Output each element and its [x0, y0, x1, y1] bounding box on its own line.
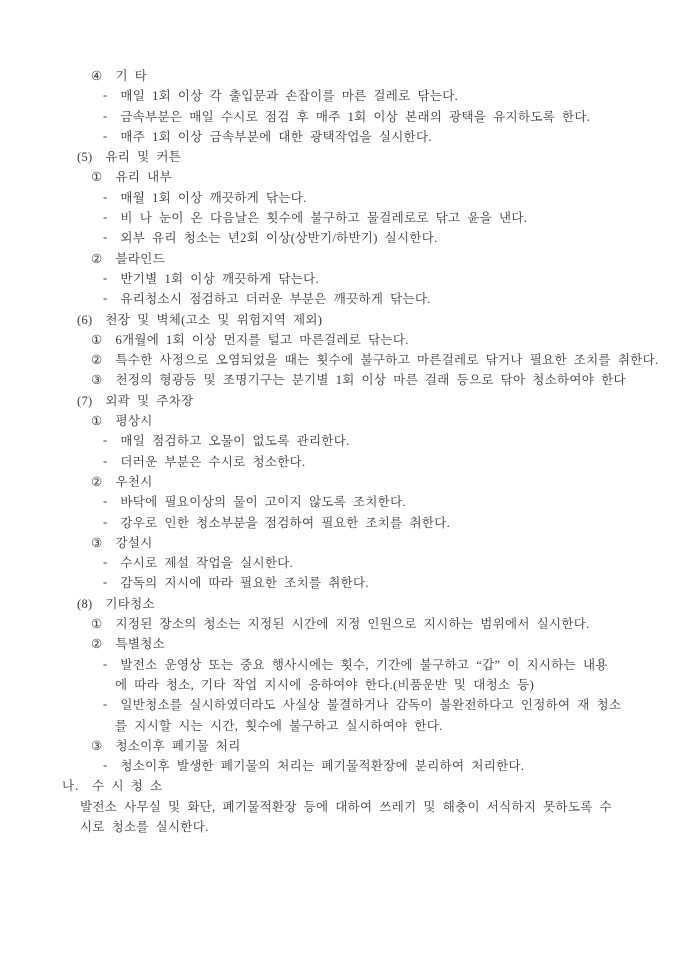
document-line	[0, 147, 680, 167]
line-marker: -	[103, 555, 108, 570]
line-text: 발전소 운영상 또는 중요 행사시에는 횟수, 기간에 불구하고 “갑” 이 지시하는 내용	[120, 657, 608, 672]
line-marker: (7)	[77, 393, 93, 408]
line-marker: ②	[91, 637, 103, 652]
document-line	[0, 310, 680, 330]
line-text: 유리 내부	[115, 170, 172, 185]
line-text: 매일 점검하고 오물이 없도록 관리한다.	[120, 434, 350, 449]
document-line	[0, 208, 680, 228]
line-text: 발전소 사무실 및 화단, 폐기물적환장 등에 대하여 쓰레기 및 해충이 서식하지 못하도록 수	[79, 799, 612, 814]
line-text: 외곽 및 주차장	[105, 393, 194, 408]
line-text: 감독의 지시에 따라 필요한 조치를 취한다.	[120, 576, 369, 591]
line-text: 수 시 청 소	[92, 779, 163, 794]
line-marker: 나.	[62, 779, 80, 794]
document-line	[0, 614, 680, 634]
line-text: 강우로 인한 청소부분을 점검하여 필요한 조치를 취한다.	[120, 515, 451, 530]
line-marker: -	[103, 128, 108, 143]
line-text: 천정의 형광등 및 조명기구는 분기별 1회 이상 마른 걸래 등으로 닦아 청소하여야 한다	[115, 373, 626, 388]
line-marker: ①	[91, 414, 103, 429]
line-text: 수시로 제설 작업을 실시한다.	[120, 556, 294, 571]
line-text: 특수한 사정으로 오염되었을 때는 횟수에 불구하고 마른걸레로 닦거나 필요한 조치를 취한다.	[115, 353, 659, 368]
document-line	[0, 452, 680, 472]
document-line	[0, 594, 680, 614]
line-marker: (8)	[77, 596, 93, 611]
document-line	[0, 716, 680, 736]
line-marker: ②	[91, 353, 103, 368]
line-marker: -	[103, 210, 108, 225]
line-text: 유리청소시 점검하고 더러운 부분은 깨끗하게 닦는다.	[120, 292, 431, 307]
line-text: 매일 1회 이상 각 출입문과 손잡이를 마른 걸레로 닦는다.	[120, 89, 459, 104]
document-line	[0, 66, 680, 86]
document-line	[0, 533, 680, 553]
document-line	[0, 249, 680, 269]
line-marker: -	[103, 291, 108, 306]
line-marker: -	[103, 108, 108, 123]
document-line	[0, 736, 680, 756]
line-marker: -	[103, 433, 108, 448]
line-marker: -	[103, 758, 108, 773]
line-marker: ③	[91, 738, 103, 753]
document-line	[0, 797, 680, 817]
document-line	[0, 370, 680, 390]
line-marker: (5)	[77, 150, 93, 165]
line-marker: -	[103, 575, 108, 590]
line-marker: (6)	[77, 312, 93, 327]
line-text: 특별청소	[115, 637, 165, 652]
line-text: 시로 청소를 실시한다.	[79, 819, 209, 834]
line-marker: -	[103, 494, 108, 509]
document-line	[0, 127, 680, 147]
document-line	[0, 553, 680, 573]
line-marker: -	[103, 270, 108, 285]
document-line	[0, 107, 680, 127]
line-text: 를 지시할 시는 시간, 횟수에 불구하고 실시하여야 한다.	[114, 718, 443, 733]
line-marker: ③	[91, 373, 103, 388]
line-text: 매월 1회 이상 깨끗하게 닦는다.	[120, 190, 307, 205]
line-marker: ②	[91, 251, 103, 266]
line-marker: ①	[91, 617, 103, 632]
line-marker: ②	[91, 474, 103, 489]
line-text: 우천시	[115, 474, 153, 489]
document-line	[0, 472, 680, 492]
line-marker: ④	[91, 69, 103, 83]
document-line	[0, 431, 680, 451]
line-text: 외부 유리 청소는 년2회 이상(상반기/하반기) 실시한다.	[120, 231, 438, 246]
document-line	[0, 513, 680, 533]
document-line	[0, 756, 680, 776]
document-line	[0, 655, 680, 675]
document-line	[0, 634, 680, 654]
document-line	[0, 675, 680, 695]
line-text: 일반청소를 실시하였더라도 사실상 불결하거나 감독이 불완전하다고 인정하여 재 청소	[120, 698, 622, 713]
line-text: 기타청소	[105, 596, 155, 611]
document-line	[0, 86, 680, 106]
line-text: 6개월에 1회 이상 먼지를 털고 마른걸레로 닦는다.	[115, 332, 409, 347]
line-text: 천장 및 벽체(고소 및 위험지역 제외)	[105, 312, 323, 327]
document-line	[0, 228, 680, 248]
line-marker: -	[103, 697, 108, 712]
line-text: 더러운 부분은 수시로 청소한다.	[120, 454, 306, 469]
line-text: 비 나 눈이 온 다음날은 횟수에 불구하고 물걸레로로 닦고 윤을 낸다.	[120, 211, 528, 226]
line-text: 청소이후 폐기물 처리	[115, 738, 241, 753]
line-marker: ③	[91, 535, 103, 550]
line-text: 강설시	[115, 535, 153, 550]
document-line	[0, 269, 680, 289]
line-marker: -	[103, 656, 108, 671]
line-marker: ①	[91, 170, 103, 185]
document-line	[0, 776, 680, 796]
line-text: 기 타	[115, 69, 148, 83]
line-text: 지정된 장소의 청소는 지정된 시간에 지정 인원으로 지시하는 범위에서 실시한다.	[115, 617, 590, 632]
document-line	[0, 188, 680, 208]
document-line	[0, 573, 680, 593]
line-text: 반기별 1회 이상 깨끗하게 닦는다.	[120, 271, 319, 286]
line-marker: -	[103, 514, 108, 529]
document-line	[0, 817, 680, 837]
line-text: 청소이후 발생한 폐기물의 처리는 폐기물적환장에 분리하여 처리한다.	[120, 759, 525, 774]
document-line	[0, 492, 680, 512]
document-line	[0, 350, 680, 370]
document-line	[0, 289, 680, 309]
document-line	[0, 695, 680, 715]
document-line	[0, 411, 680, 431]
line-text: 블라인드	[115, 251, 165, 266]
line-text: 매주 1회 이상 금속부분에 대한 광택작업을 실시한다.	[120, 129, 432, 144]
line-text: 유리 및 커튼	[105, 150, 182, 165]
line-marker: -	[103, 230, 108, 245]
line-text: 금속부분은 매일 수시로 점검 후 매주 1회 이상 본래의 광택을 유지하도록 한다.	[120, 109, 591, 124]
line-text: 에 따라 청소, 기타 작업 지시에 응하여야 한다.(비품운반 및 대청소 등)	[114, 677, 535, 692]
document-line	[0, 330, 680, 350]
line-text: 바닥에 필요이상의 물이 고이지 않도록 조치한다.	[120, 495, 406, 510]
line-marker: ①	[91, 332, 103, 347]
line-text: 평상시	[115, 414, 153, 429]
line-marker: -	[103, 189, 108, 204]
line-marker: -	[103, 88, 108, 103]
document-line	[0, 391, 680, 411]
line-marker: -	[103, 453, 108, 468]
document-line	[0, 167, 680, 187]
